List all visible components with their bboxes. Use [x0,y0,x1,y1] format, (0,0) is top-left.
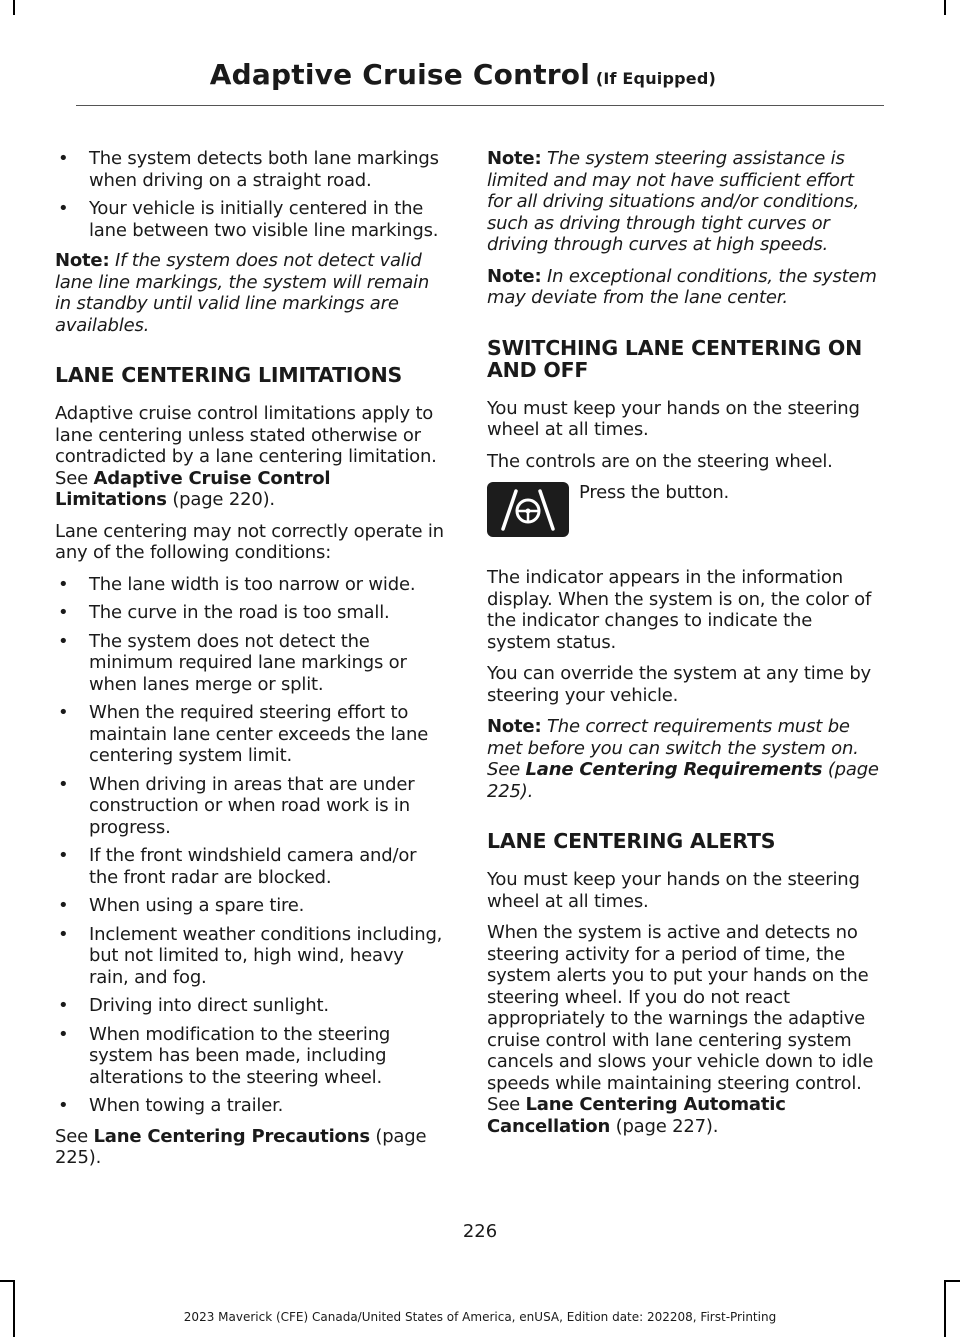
note-standby [55,250,447,336]
note-label: Note: [55,250,110,271]
note-text: In exceptional conditions, the system may deviate from the lane center. [487,265,877,308]
note-steering-assistance [487,148,881,256]
hands-on-wheel-paragraph: You must keep your hands on the steering wheel at all times. [487,397,860,440]
button-instruction [487,482,881,537]
header-title-main: Adaptive Cruise Control [209,58,591,91]
indicator-paragraph: The indicator appears in the information display. When the system is on, the color of the indicator changes to indicate the system status. [487,567,872,653]
list-item: • Your vehicle is initially centered in the lane between two visible line markings. [55,198,447,241]
list-item: • The lane width is too narrow or wide. [55,574,447,596]
link-lane-centering-automatic-cancellation[interactable]: Lane Centering Automatic Cancellation [487,1094,786,1137]
heading-lane-centering-limitations: LANE CENTERING LIMITATIONS [55,363,403,387]
system-conditions-list [55,148,447,241]
controls-paragraph: The controls are on the steering wheel. [487,450,833,472]
list-item: • When the required steering effort to maintain lane center exceeds the lane centering system limit. [55,702,447,767]
link-lane-centering-precautions[interactable]: Lane Centering Precautions [93,1125,370,1147]
limitations-text: Adaptive cruise control limitations apply to lane centering unless stated otherwise or contradicted by a lane centering limitation. See [55,403,437,489]
page-ref: (page 220). [166,489,275,510]
press-button-text: Press the button. [579,482,730,503]
list-item: • When modification to the steering system has been made, including alterations to the steering wheel. [55,1024,447,1089]
crop-mark-bottom-right-h [944,1280,960,1282]
note-exceptional-conditions [487,266,881,309]
list-item: • The system does not detect the minimum required lane markings or when lanes merge or split. [55,631,447,696]
crop-mark-top-right [944,0,946,15]
crop-mark-bottom-left [13,1280,15,1337]
heading-lane-centering-alerts: LANE CENTERING ALERTS [487,829,776,853]
page-header-title [210,58,716,91]
crop-mark-bottom-right [944,1280,946,1337]
page-number: 226 [462,1221,498,1242]
note-label: Note: [487,148,542,169]
right-column [487,148,881,1147]
list-item: • When driving in areas that are under construction or when road work is in progress. [55,774,447,839]
override-paragraph: You can override the system at any time by steering your vehicle. [487,663,871,706]
limitations-conditions-list [55,574,447,1117]
heading-switching-lane-centering: SWITCHING LANE CENTERING ON AND OFF [487,335,863,382]
note-text: The correct requirements must be met before you can switch the system on. See [487,716,859,780]
page-footer: 2023 Maverick (CFE) Canada/United States of America, enUSA, Edition date: 202208, First-Printing [183,1310,777,1324]
list-item: • Driving into direct sunlight. [55,995,447,1017]
link-adaptive-cruise-control-limitations[interactable]: Adaptive Cruise Control Limitations [55,467,331,510]
conditions-intro: Lane centering may not correctly operate in any of the following conditions: [55,520,444,563]
page-ref: (page 227). [610,1115,719,1137]
note-label: Note: [487,265,542,287]
page-ref: (page 225). [55,1125,427,1168]
note-text: If the system does not detect valid lane line markings, the system will remain in standby until valid line markings are availables. [55,250,430,336]
see-prefix: See [55,1125,94,1147]
page-ref: (page 225). [487,759,879,802]
list-item: • The system detects both lane markings when driving on a straight road. [55,148,447,191]
left-column [55,148,447,1179]
list-item: • Inclement weather conditions including, but not limited to, high wind, heavy rain, and fog. [55,924,447,989]
see-precautions [55,1126,447,1169]
alerts-paragraph [487,922,881,1137]
limitations-paragraph [55,403,447,511]
crop-mark-top-left [13,0,15,15]
note-requirements [487,716,881,802]
note-text: The system steering assistance is limited and may not have sufficient effort for all driving situations and/or conditions, such as driving through tight curves or driving through curves at high speeds. [487,148,860,255]
hands-on-wheel-paragraph-2: You must keep your hands on the steering wheel at all times. [487,869,860,912]
header-divider [76,105,884,106]
list-item: • The curve in the road is too small. [55,602,447,624]
crop-mark-bottom-left-h [0,1280,15,1282]
link-lane-centering-requirements[interactable]: Lane Centering Requirements [525,759,823,780]
list-item: • If the front windshield camera and/or the front radar are blocked. [55,845,447,888]
header-title-suffix: (If Equipped) [590,69,716,88]
list-item: • When towing a trailer. [55,1095,447,1117]
note-label: Note: [487,716,542,737]
lane-centering-icon [487,482,569,537]
list-item: • When using a spare tire. [55,895,447,917]
alerts-text: When the system is active and detects no steering activity for a period of time, the system alerts you to put your hands on the steering wheel. If you do not react appropriately to the warnings the adaptive cruise control with lane centering system cancels and slows your vehicle down to idle speeds while maintaining steering control. See [487,922,874,1115]
